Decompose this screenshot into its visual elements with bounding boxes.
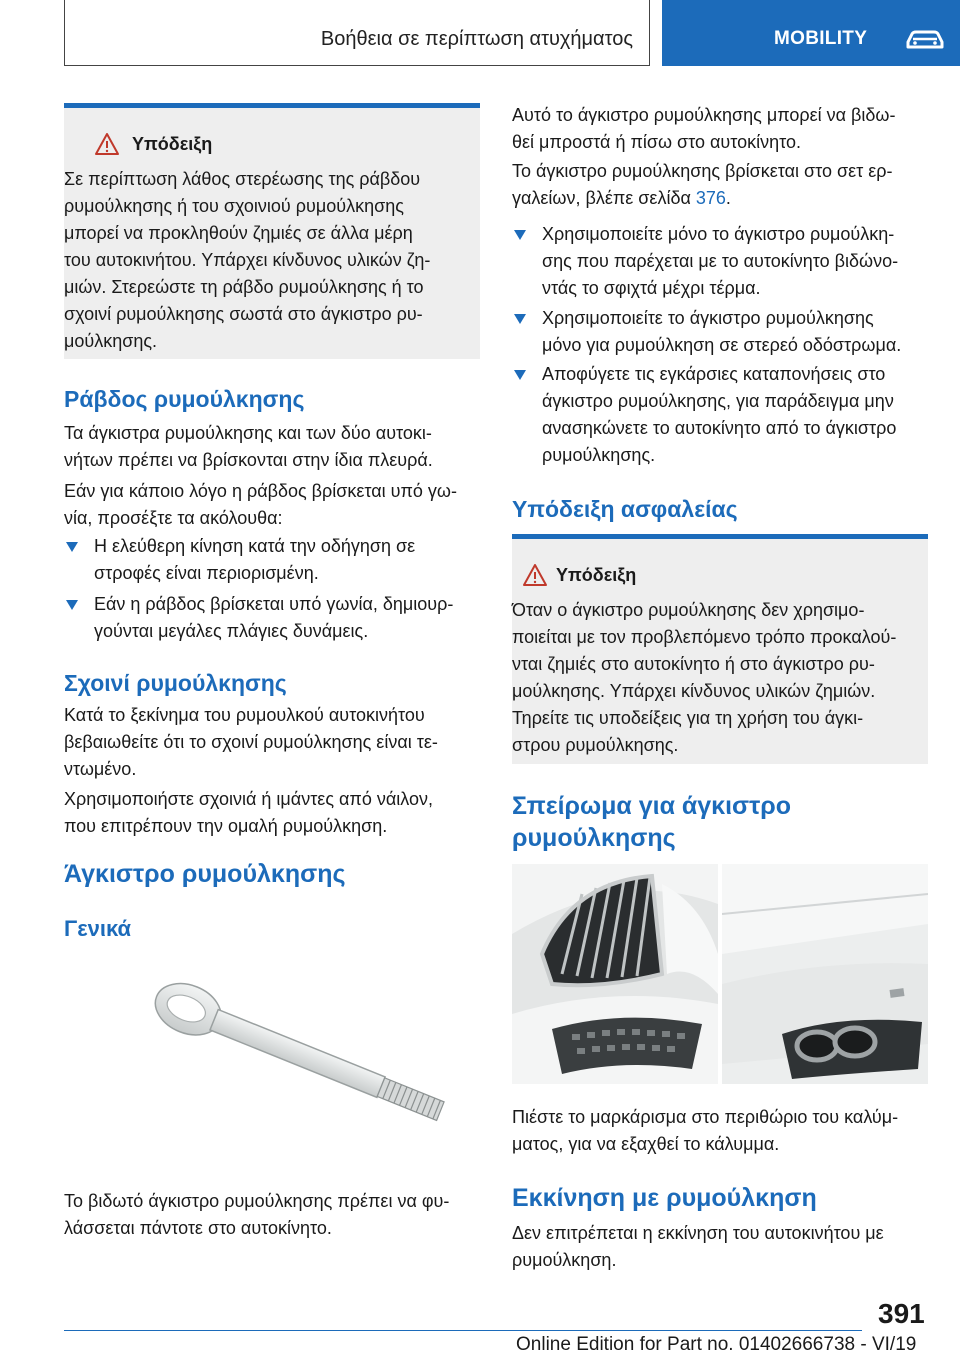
section-title: Βοήθεια σε περίπτωση ατυχήματος	[320, 28, 633, 50]
car-icon	[904, 28, 946, 50]
bullet-arrow-icon	[514, 370, 526, 380]
footer-divider	[64, 1330, 862, 1331]
rod-heading: Ράβδος ρυμούλκησης	[64, 386, 305, 412]
hook-caption: Το βιδωτό άγκιστρο ρυμούλκησης πρέπει να φυ- λάσσεται πάντοτε στο αυτοκίνητο.	[64, 1191, 450, 1238]
safety-warning-title: Υπόδειξη	[556, 565, 637, 585]
front-bumper-photo	[512, 864, 718, 1084]
general-heading: Γενικά	[64, 916, 132, 941]
safety-warning-box	[512, 534, 928, 764]
tow-hook-illustration	[150, 975, 480, 1125]
page-number: 391	[878, 1298, 925, 1329]
bullet-arrow-icon	[514, 314, 526, 324]
warning-title: Υπόδειξη	[132, 134, 213, 154]
start-paragraph: Δεν επιτρέπεται η εκκίνηση του αυτοκινήτου με ρυμούλκηση.	[512, 1223, 884, 1270]
rope-paragraph-2: Χρησιμοποιήστε σχοινιά ή ιμάντες από νάιλον, που επιτρέπουν την ομαλή ρυμούλκηση.	[64, 789, 433, 836]
safety-warning-text: Όταν ο άγκιστρο ρυμούλκησης δεν χρησιμο- ποιείται με τον προβλεπόμενο τρόπο προκαλού- νται ζημιές στο αυτοκίνητο ή στο άγκιστρο ρυ- μούλκησης. Υπάρχει κίνδυνος υλικών ζημιών. Τηρείτε τις υποδείξεις για τη χρήση του άγκι- στρου ρυμούλκησης.	[512, 600, 897, 755]
hook-heading: Άγκιστρο ρυμούλκησης	[64, 860, 346, 888]
bullet-arrow-icon	[66, 542, 78, 552]
warning-box	[64, 103, 480, 359]
edition-text: Online Edition for Part no. 01402666738 - VI/19	[516, 1334, 917, 1355]
rod-bullet-1: Η ελεύθερη κίνηση κατά την οδήγηση σε στροφές είναι περιορισμένη.	[94, 536, 416, 583]
right-paragraph-1: Αυτό το άγκιστρο ρυμούλκησης μπορεί να βιδω- θεί μπροστά ή πίσω στο αυτοκίνητο.	[512, 105, 896, 152]
rod-paragraph-2: Εάν για κάποιο λόγο η ράβδος βρίσκεται υπό γω- νία, προσέξτε τα ακόλουθα:	[64, 481, 457, 528]
warning-text: Σε περίπτωση λάθος στερέωσης της ράβδου ρυμούλκησης ή του σχοινιού ρυμούλκησης μπορεί να προκληθούν ζημιές σε άλλα μέρη του αυτοκινήτου. Υπάρχει κίνδυνος υλικών ζη- μιών. Στερεώστε τη ράβδο ρυμούλκησης ή το σχοινί ρυμούλκησης σωστά στο άγκιστρο ρυ- μούλκησης.	[64, 169, 431, 351]
right-bullet-3: Αποφύγετε τις εγκάρσιες καταπονήσεις στο άγκιστρο ρυμούλκησης, για παράδειγμα μην ανασηκώνετε το αυτοκίνητο από το άγκιστρο ρυμούλκησης.	[542, 364, 897, 465]
bullet-arrow-icon	[66, 600, 78, 610]
warning-icon	[94, 132, 120, 156]
page-link-376[interactable]: 376	[695, 188, 726, 208]
right-bullet-2: Χρησιμοποιείτε το άγκιστρο ρυμούλκησης μόνο για ρυμούλκηση σε στερεό οδόστρωμα.	[542, 308, 902, 355]
bullet-arrow-icon	[514, 230, 526, 240]
thread-heading: Σπείρωμα για άγκιστρο ρυμούλκησης	[512, 792, 792, 852]
rope-heading: Σχοινί ρυμούλκησης	[64, 670, 287, 696]
right-bullet-1: Χρησιμοποιείτε μόνο το άγκιστρο ρυμούλκη- σης που παρέχεται με το αυτοκίνητο βιδώνο- ντάς το σφιχτά μέχρι τέρμα.	[542, 224, 899, 298]
mobility-tab-label: MOBILITY	[774, 28, 868, 49]
warning-icon	[522, 563, 548, 587]
header-frame	[64, 0, 650, 66]
rear-bumper-photo	[722, 864, 928, 1084]
right-paragraph-2: Το άγκιστρο ρυμούλκησης βρίσκεται στο σετ ερ- γαλείων, βλέπε σελίδα 376.	[512, 161, 893, 208]
thread-caption: Πιέστε το μαρκάρισμα στο περιθώριο του καλύμ- ματος, για να εξαχθεί το κάλυμμα.	[512, 1107, 899, 1154]
rod-paragraph-1: Τα άγκιστρα ρυμούλκησης και των δύο αυτοκι- νήτων πρέπει να βρίσκονται στην ίδια πλευρά.	[64, 423, 433, 470]
start-heading: Εκκίνηση με ρυμούλκηση	[512, 1184, 817, 1212]
rope-paragraph-1: Κατά το ξεκίνημα του ρυμουλκού αυτοκινήτου βεβαιωθείτε ότι το σχοινί ρυμούλκησης είναι τε- ντωμένο.	[64, 705, 438, 779]
mobility-tab[interactable]	[662, 0, 960, 66]
rod-bullet-2: Εάν η ράβδος βρίσκεται υπό γωνία, δημιουρ- γούνται μεγάλες πλάγιες δυνάμεις.	[94, 594, 454, 641]
safety-heading: Υπόδειξη ασφαλείας	[512, 496, 738, 522]
